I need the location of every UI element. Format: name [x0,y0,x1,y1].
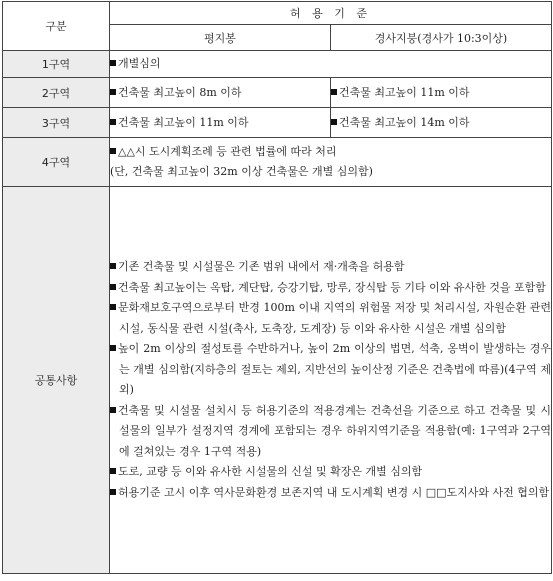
square-bullet-icon [331,119,337,125]
zone-rule [110,138,552,187]
zone-row [3,108,552,138]
square-bullet-icon [110,284,116,290]
zone-name: 2구역 [3,78,110,108]
square-bullet-icon [110,89,116,95]
square-bullet-icon [110,263,116,269]
zone-rule-slope: 건축물 최고높이 11m 이하 [331,78,552,108]
common-item: 기존 건축물 및 시설물은 기존 범위 내에서 재·개축을 허용함 [110,257,551,278]
zone-row [3,138,552,187]
header-allowance: 허 용 기 준 [110,2,552,25]
square-bullet-icon [331,89,337,95]
zone4-note: (단, 건축물 최고높이 32m 이상 건축물은 개별 심의함) [110,165,373,178]
common-item: 건축물 최고높이는 옥탑, 계단탑, 승강기탑, 망루, 장식탑 등 기타 이와 유사한 것을 포함함 [110,278,551,299]
zone-name: 3구역 [3,108,110,138]
zone-rule-flat: 건축물 최고높이 8m 이하 [110,78,331,108]
zone-rule-slope: 건축물 최고높이 14m 이하 [331,108,552,138]
square-bullet-icon [110,60,116,66]
common-item: 문화재보호구역으로부터 반경 100m 이내 지역의 위험물 저장 및 처리시설, 자원순환 관련 시설, 동식물 관련 시설(축사, 도축장, 도계장) 등 이와 유사한 시설은 개별 심의함 [110,298,551,339]
square-bullet-icon [110,304,116,310]
square-bullet-icon [110,489,116,495]
common-item: 허용기준 고시 이후 역사문화환경 보존지역 내 도시계획 변경 시 □□도지사와 사전 협의함 [110,483,551,504]
header-category: 구분 [3,2,110,51]
common-item: 건축물 및 시설물 설치시 등 허용기준의 적용경계는 건축선을 기준으로 하고 건축물 및 시설물의 일부가 설정지역 경계에 포함되는 경우 하위지역기준을 적용함(예: 1구역과 2구역에 걸쳐있는 경우 1구역 적용) [110,401,551,463]
header-slope-roof: 경사지붕(경사가 10:3이상) [331,25,552,51]
zone-name: 4구역 [3,138,110,187]
square-bullet-icon [110,148,116,154]
common-row [3,187,552,574]
zone4-line: △△시 도시계획조례 등 관련 법률에 따라 처리 [110,142,551,162]
square-bullet-icon [110,345,116,351]
height-allowance-table [2,1,552,574]
common-item: 높이 2m 이상의 절성토를 수반하거나, 높이 2m 이상의 법면, 석축, 옹벽이 발생하는 경우는 개별 심의함(지하층의 절토는 제외, 지반선의 높이산정 기준은 건축법에 따름)(4구역 제외) [110,339,551,401]
zone-name: 1구역 [3,51,110,78]
common-item: 도로, 교량 등 이와 유사한 시설물의 신설 및 확장은 개별 심의함 [110,462,551,483]
common-title: 공통사항 [3,187,110,574]
square-bullet-icon [110,468,116,474]
square-bullet-icon [110,407,116,413]
zone-rule-flat: 건축물 최고높이 11m 이하 [110,108,331,138]
zone-row [3,51,552,78]
common-rules [110,187,552,574]
zone-rule: 개별심의 [110,51,552,78]
square-bullet-icon [110,119,116,125]
zone-row [3,78,552,108]
header-flat-roof: 평지봉 [110,25,331,51]
